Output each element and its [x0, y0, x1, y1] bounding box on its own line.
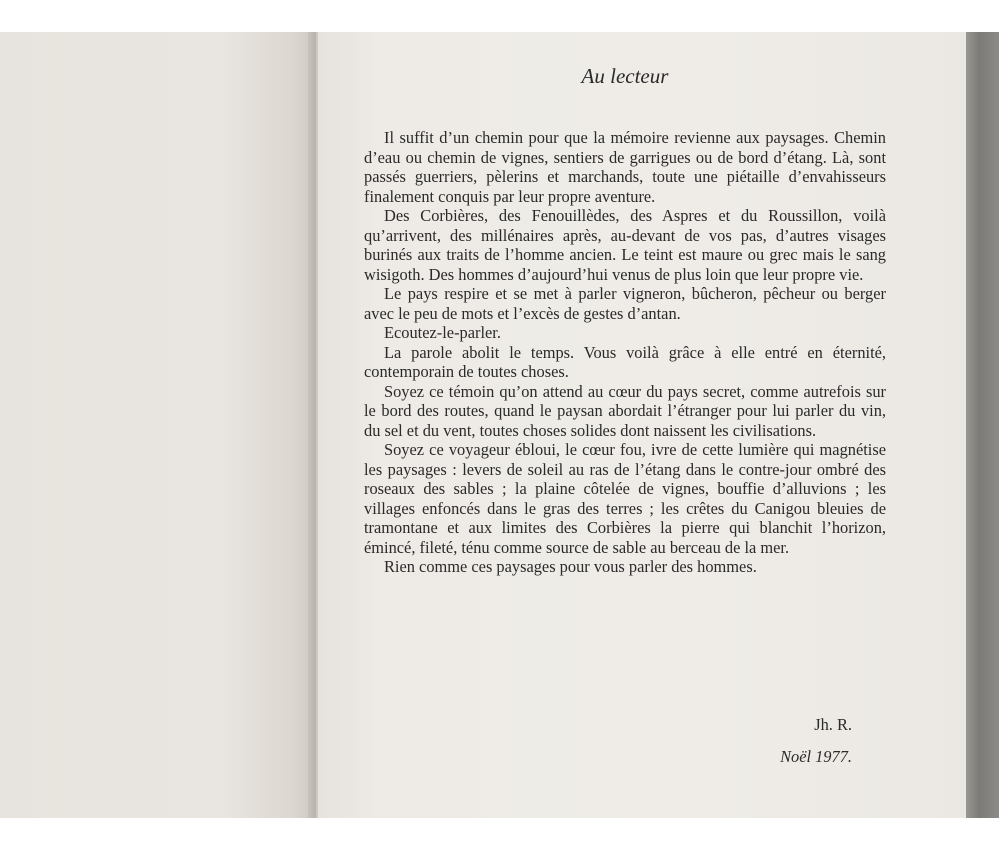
paragraph: Ecoutez-le-parler.	[384, 323, 501, 342]
body-text	[364, 128, 886, 577]
paragraph: La parole abolit le temps. Vous voilà grâce à elle entré en éternité, contemporain de toutes choses.	[364, 342, 886, 381]
paragraph: Des Corbières, des Fenouillèdes, des Aspres et du Roussillon, voilà qu’arrivent, des millénaires après, au-devant de vos pas, d’autres visages burinés aux traits de l’homme ancien. Le teint est maure ou grec mais le sang wisigoth. Des hommes d’aujourd’hui venus de plus loin que leur propre vie.	[364, 206, 886, 284]
paragraph: Le pays respire et se met à parler vigneron, bûcheron, pêcheur ou berger avec le peu de mots et l’excès de gestes d’antan.	[364, 284, 886, 323]
paragraph: Rien comme ces paysages pour vous parler des hommes.	[384, 557, 757, 576]
paragraph: Soyez ce témoin qu’on attend au cœur du pays secret, comme autrefois sur le bord des routes, quand le paysan abordait l’étranger pour lui parler du vin, du sel et du vent, toutes choses solides dont naissent les civilisations.	[364, 381, 886, 440]
page-title: Au lecteur	[581, 64, 669, 88]
open-book	[0, 32, 999, 818]
date: Noël 1977.	[780, 747, 852, 766]
paragraph: Soyez ce voyageur ébloui, le cœur fou, ivre de cette lumière qui magnétise les paysages : levers de soleil au ras de l’étang dans le contre-jour ombré des roseaux des sables ; la plaine côtelée de vignes, bouffie d’alluvions ; les villages enfoncés dans le gras des terres ; les crêtes du Canigou bleuies de tramontane et aux limites des Corbières la pierre qui blanchit l’horizon, émincé, fileté, ténu comme source de sable au berceau de la mer.	[364, 440, 886, 557]
left-page	[0, 32, 316, 818]
signature: Jh. R.	[814, 715, 852, 734]
book-cover-edge	[966, 32, 999, 818]
paragraph: Il suffit d’un chemin pour que la mémoire revienne aux paysages. Chemin d’eau ou chemin de vignes, sentiers de garrigues ou de bord d’étang. Là, sont passés guerriers, pèlerins et marchands, toute une piétaille d’envahisseurs finalement conquis par leur propre aventure.	[364, 128, 886, 206]
